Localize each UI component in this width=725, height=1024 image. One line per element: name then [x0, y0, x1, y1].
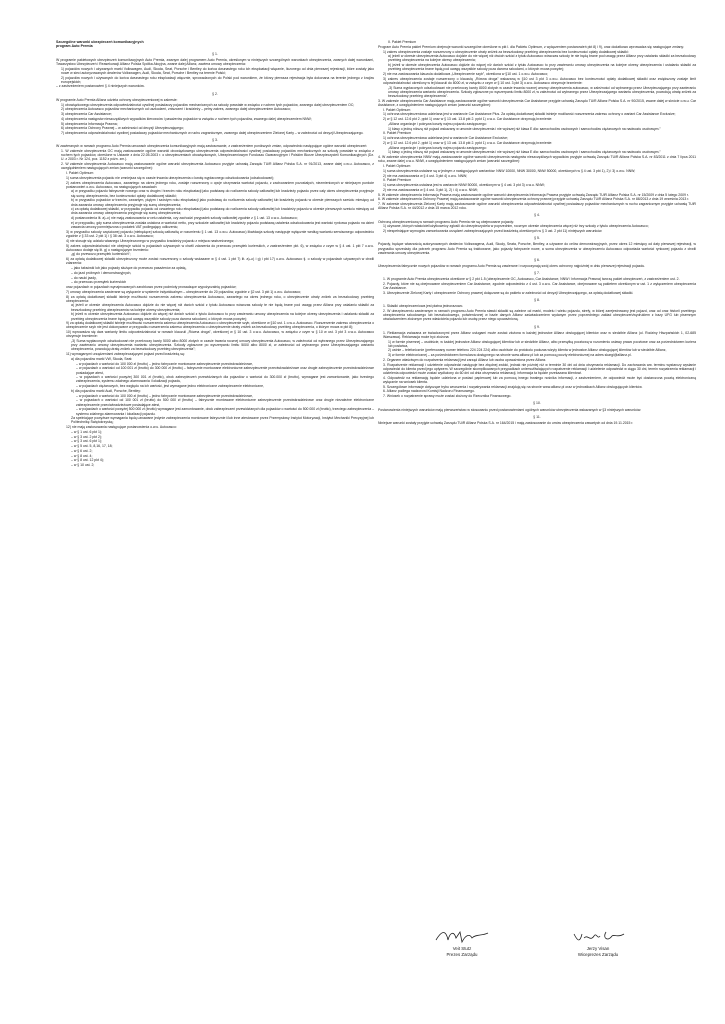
paragraph: 1) suma ubezpieczenia pojazdu nie zmniejsza się w czasie trwania ubezpieczenia o kwotę wypłaconego odszkodowania (odszkodowań);: [66, 175, 275, 180]
paragraph: 2) zakres ubezpieczenia Autocasco, zawartego na okres jednego roku, zostaje rozszerzony o opcje utrzymania wartości pojazdu, z zachowaniem pozostałych, niezmienionych w niniejszym punkcie postanowień o.w.u. Autocasco, na następujących zasadach:: [66, 180, 374, 189]
paragraph: 2) nie ma zastosowania w § 4 ust. 3 pkt 1), 2) i 4) o.w.u. NNW;: [383, 187, 478, 192]
paragraph: 2) nie ma zastosowania klauzula dodatkowa „Ubezpieczenie szyb”, określona w §10 ust. 1 o.w.u. Autocasco;: [383, 72, 549, 77]
paragraph: a) w przypadku pojazdu fabrycznie nowego oraz w drugim i trzecim roku eksploatacji jako podstawę do rozliczenia szkody całkowitej lub kradzieży pojazdu przez cały okres ubezpieczenia przyjmuje się sumę ubezpieczenia, bez konieczności opłaty dodatkowej składki;: [71, 189, 374, 198]
paragraph: 3. Rozpatrzenie reklamacji i udzielenie odpowiedzi następuje bez zbędnej zwłoki, jednak nie później niż w terminie 30 dni od dnia otrzymania reklamacji. Do zachowania ww. terminu wystarczy wysłanie odpowiedzi do klienta przed jego upływem. W szczególnie skomplikowanych przypadkach uniemożliwiających rozpatrzenie reklamacji i udzielenie odpowiedzi w ciągu 30 dni, termin rozpatrzenia reklamacji i udzielenia odpowiedzi może zostać wydłużony do 60 dni od dnia otrzymania reklamacji, informacja ta będzie przekazana klientowi.: [383, 362, 696, 376]
paragraph: a) jeżeli w okresie ubezpieczenia Autocasco dojdzie do nie więcej niż dwóch szkód z tytułu Autocasco wówczas szkody te nie będą brane pod uwagę przez Allianz przy ustalaniu składki za bezszkodowy przebieg ubezpieczenia na kolejne okresy ubezpieczenia;: [71, 303, 374, 312]
paragraph: 2) ustnie – telefonicznie (preferowany numer telefonu 224 224 224) albo osobiście do protokołu podczas wizyty klienta w jednostce Allianz obsługującej klientów lub w siedzibie Allianz,: [388, 348, 667, 353]
paragraph: 2. Organem właściwym do rozpatrzenia reklamacji jest zarząd Allianz lub osoba upoważniona przez Allianz.: [383, 357, 547, 362]
paragraph: 1) suma ubezpieczenia ustalane są w jednym z następujących wariantów: NNW 10000, NNW 30000, NNW 50000, określonych w § 4 ust. 3 pkt 1), 2) i 3) o.w.u. NNW;: [383, 168, 636, 173]
paragraph: 6. W zakresie ubezpieczenia Ochrony Prawnej mają zastosowanie ogólne warunki ubezpieczenia ochrony prawnej przyjęte uchwałą Zarządu TUiR Allianz Polska S.A. nr 88/2013 z dnia 19 września 2013 r.: [378, 197, 690, 202]
paragraph: 7) umowy ubezpieczenia zawierane są wyłącznie w systemie indywidualnym – ubezpieczenie do 20 pojazdów, zgodnie z §2 ust. 3 pkt 1) o.w.u. Autocasco;: [66, 289, 302, 294]
paragraph: 1) klasy o jedną niższą niż pojazd wskazany w umowie ubezpieczenia i nie wyższej niż klasa E dla: samochodów osobowych i samochodów ciężarowych na nadwoziu osobowym.”: [388, 126, 661, 131]
paragraph: 12) nie mają zastosowania następujące postanowienia o.w.u. Autocasco:: [66, 425, 177, 430]
paragraph: 7) ubezpieczenia odpowiedzialności cywilnej posiadaczy pojazdów mechanicznych w ruchu zagranicznym, zwanego dalej ubezpieczeniem Zielonej Karty – w zależności od decyzji Ubezpieczającego.: [61, 131, 364, 136]
left-column-body: [56, 52, 374, 468]
signature-role-vicepresident: Wiceprezes Zarządu: [577, 952, 619, 957]
section-heading: § 1.: [212, 51, 218, 56]
paragraph: Program Auto Premia pakiet Premium obejmuje warunki szczególne określone w pkt I. dla Pakietu Optimum, z wyłączeniem postanowień pkt 8) i 9), oraz dodatkowo wprowadza się następujące zmiany:: [378, 44, 685, 49]
paragraph: 5. Szczegółowe informacje dotyczące trybu wnoszenia i rozpatrywania reklamacji znajdują się na stronie www.allianz.pl oraz w jednostkach Allianz obsługujących klientów.: [383, 384, 643, 389]
paragraph: – w pojazdach o wartości do 100 000 zł (brutto) – jedno fabrycznie montowane zabezpieczenie przeciwkradzieżowe,: [76, 361, 253, 366]
paragraph: 3) zakres ubezpieczenia zostaje rozszerzony o klauzulę „Równa droga” wskazaną w §10 ust 3 pkt 3 o.w.u. Autocasco bez konieczności opłaty dodatkowej składki oraz zwiększony zostaje limit odpowiedzialności określony w tej klauzuli do 8000 zł, w związku z czym w § 10 ust. 3 pkt 3) o.w.u. Autocasco otrzymuje brzmienie:: [383, 76, 696, 85]
paragraph: Za spełniające powyższe wymagania będą uznawane jedynie zabezpieczenia montowane fabrycznie i/lub inne atestowane przez Przemysłowy Instytut Motoryzacji, Instytut Mechaniki Precyzyjnej lub Politechnikę Świętokrzyską;: [71, 416, 374, 425]
paragraph: 7. Wniosek o rozpatrzenie sprawy może zostać złożony do Rzecznika Finansowego.: [383, 394, 512, 399]
section-heading: § 10.: [533, 401, 541, 406]
paragraph: 1. W programie Auto Premia ubezpieczenia określone w § 2 pkt 1-5 (ubezpieczenie OC, Autocasco, Car Assistance, NNW i Informacja Prawna) tworzą pakiet ubezpieczeń, z zastrzeżeniem ust. 2.: [383, 277, 680, 282]
paragraph: II. Pakiet Premium: [383, 131, 412, 136]
paragraph: 1) w formie pisemnej – osobiście, w każdej jednostce Allianz obsługującej klientów lub w siedzibie Allianz, albo przesyłką pocztową w rozumieniu ustawy prawo pocztowe oraz za pośrednictwem kuriera lub posłańca,: [388, 339, 696, 348]
paragraph: – w § 8 ust. 4;: [71, 453, 93, 458]
paragraph: a) jeżeli w okresie ubezpieczenia Autocasco dojdzie do nie więcej niż dwóch szkód z tytułu Autocasco wówczas szkody te nie będą brane pod uwagę przez Allianz przy ustalaniu składki za bezszkodowy przebieg ubezpieczenia na kolejne okresy ubezpieczenia;: [388, 54, 696, 63]
paragraph: 4) ubezpieczenia następstw nieszczęśliwych wypadków kierowców i pasażerów pojazdów w związku z ruchem tych pojazdów, zwanego dalej ubezpieczeniem NNW;: [61, 116, 312, 121]
paragraph: 10) wprowadza się dwa warianty limitu odpowiedzialności w ramach klauzuli „Równa droga”, określonej w § 10 ust. 3 o.w.u. Autocasco, w związku z czym w § 10 w ust. 3 pkt 3 o.w.u. Autocasco otrzymuje brzmienie:: [66, 330, 374, 339]
paragraph: b) jeżeli w okresie ubezpieczenia Autocasco dojdzie do więcej niż dwóch szkód z tytułu Autocasco to przy zawieraniu umowy ubezpieczenia na kolejne okresy ubezpieczenia i ustalaniu składki za przebieg ubezpieczenia brane będą pod uwagę wszystkie szkody poza dwoma szkodami, o których mowa powyżej;: [388, 63, 696, 72]
paragraph: 1) obowiązkowego ubezpieczenia odpowiedzialności cywilnej posiadaczy pojazdów mechanicznych za szkody powstałe w związku z ruchem tych pojazdów, zwanego dalej ubezpieczeniem OC;: [61, 102, 355, 107]
paragraph: b) w przypadku pojazdów w trzecim, czwartym, piątym i szóstym roku eksploatacji jako podstawę do rozliczenia szkody całkowitej lub kradzieży pojazdu w okresie pierwszych sześciu miesięcy od dnia zawarcia umowy ubezpieczenia przyjmuje się sumę ubezpieczenia;: [71, 198, 374, 207]
paragraph: 6. Allianz podlega nadzorowi Komisji Nadzoru Finansowego.: [383, 389, 475, 394]
paragraph: 5) zakres odpowiedzialności nie obejmuje szkód w pojazdach używanych w chwili zdarzenia do przewozu przesyłek kurierskich, z zastrzeżeniem pkt. 6), w związku z czym w § 4 ust. 1 pkt 7 o.w.u. Autocasco dodaje się lit. g) o następującym brzmieniu:: [66, 243, 374, 252]
paragraph: I. Pakiet Optimum: [66, 171, 94, 176]
paragraph: 1) ochrona ubezpieczeniowa udzielana jest w wariancie Car Assistance Plus. Za opłatą dodatkowej składki istnieje możliwość rozszerzenia zakresu ochrony o wariant Car Assistance Exclusive;: [383, 112, 676, 117]
paragraph: a) dla pojazdów marki VW, Skoda, Seat:: [71, 356, 133, 361]
section-heading: § 6.: [534, 257, 540, 262]
paragraph: 3) w formie elektronicznej – za pośrednictwem formularza dostępnego na stronie www.allianz.pl lub za pomocą poczty elektronicznej na adres skargi@allianz.pl.: [388, 353, 632, 358]
paragraph: – do jazd próbnych i demonstracyjnych,: [71, 270, 132, 275]
signature-name-president: Veit Stutz: [452, 946, 472, 951]
paragraph: 1. Składki ubezpieczeniowa jest płatna jednorazowo.: [383, 304, 464, 309]
section-heading: § 4.: [534, 213, 540, 218]
paragraph: b) jeżeli w okresie ubezpieczenia Autocasco dojdzie do więcej niż dwóch szkód z tytułu Autocasco to przy zawieraniu umowy ubezpieczenia na kolejne okresy ubezpieczenia i ustalaniu składki za przebieg ubezpieczenia brane będą pod uwagę wszystkie szkody poza dwoma szkodami, o których mowa powyżej;: [71, 312, 374, 321]
signature-president-graphic: [432, 928, 492, 946]
paragraph: 2) nie ma zastosowania w § 4 ust. 3 pkt 4) o.w.u. NNW;: [383, 173, 468, 178]
paragraph: „3) Suma wypłaconych odszkodowań nie przekroczy kwoty 8000 złotych w czasie trwania rocznej umowy ubezpieczenia autocasco, w zależności od wybranego przez Ubezpieczającego przy zawieraniu umowy ubezpieczenia wariantu ubezpieczenia. Szkody zgłoszone po wyczerpaniu limitu 8000 zł, w zależności od wybranego przez Ubezpieczającego wariantu ubezpieczenia, powodują utratę zniżek za bezszkodowy przebieg ubezpieczenia”.: [388, 85, 696, 99]
paragraph: – w § 8 ust. 12 pkt 4);: [71, 458, 104, 463]
paragraph: I. Pakiet Optimum: [383, 107, 411, 112]
right-column: [378, 40, 696, 426]
paragraph: „g) do przewozu przesyłek kurierskich”;: [71, 252, 131, 257]
paragraph: II. Pakiet Premium: [388, 40, 417, 44]
paragraph: 1) pojazdów nowych i używanych marki Volkswagen, Audi, Skoda, Seat, Porsche i Bentley do końca dwunastego roku ich eksploatacji włącznie, liczonego od dnia pierwszej rejestracji, które zostały jako nowe w sieci autoryzowanych dealerów Volkswagen, Audi, Skoda, Seat, Porsche i Bentley na terenie Polski;: [61, 66, 374, 75]
paragraph: – w pojazdach ciężarowych, bez względu na ich wartość, jest wymagane jedno elektroniczne zabezpieczenie elektroniczne,: [76, 384, 265, 389]
paragraph: 1. Reklamacja zwiazana ze świadczonymi przez Allianz usługami może zostać złożona w każdej jednostce Allianz obsługującej klientów oraz w siedzibie Allianz (ul. Rodziny Hiszpańskich 1, 02-685 Warszawa). Reklamacja może być złożona:: [383, 330, 696, 339]
paragraph: 2) w § 12 ust. 12.6 pkt 2. ppkt 1) oraz w § 13 ust. 13.8 pkt 2. ppkt 1) o.w.u. Car Assistance otrzymują brzmienie:: [383, 117, 553, 122]
paragraph: – jako taksówki lub jako pojazdy służące do przewozu pasażerów za opłatą,: [71, 266, 187, 271]
paragraph: 2) pojazdów nowych i używanych do końca dwunastego roku eksploatacji włącznie, sprowadzonych do Polski pod warunkiem, że którzy pierwsza rejestracja była dokonana na terenie jednego z krajów europejskich;: [61, 75, 374, 84]
section-heading: § 9.: [534, 324, 540, 329]
signature-name-vicepresident: Jerzy Visan: [586, 946, 610, 951]
paragraph: 1) suma ubezpieczenia ustalana jest w wariancie NNW 50000, określonym w § 4 ust. 3 pkt 3) o.w.u. NNW;: [383, 183, 545, 188]
document-title: Szczególne warunki ubezpieczeń komunikacyjnych: [56, 40, 144, 44]
paragraph: I. Pakiet Optimum: [383, 164, 411, 169]
paragraph: b) dla pojazdów marki Audi, Porsche, Bentley:: [71, 388, 141, 393]
paragraph: „3) Suma wypłaconych odszkodowań nie przekroczy kwoty 5000 albo 8000 złotych w czasie trwania rocznej umowy ubezpieczenia Autocasco, w zależności od wybranego przez Ubezpieczającego przy zawieraniu umowy ubezpieczenia wariantu ubezpieczenia. Szkody zgłoszone po wyczerpaniu limitu 5000 albo 8000 zł, w zależności od wybranego przez Ubezpieczającego wariantu ubezpieczenia, powodują utratę zniżek za bezszkodowy przebieg ubezpieczenia”;: [71, 339, 374, 352]
paragraph: 8) za opłatą dodatkowej składki istnieje możliwość rozszerzenia zakresu ubezpieczenia Autocasco, zawartego na okres jednego roku, o ubezpieczenie utraty zniżek za bezszkodowy przebieg ubezpieczenia:: [66, 294, 374, 303]
paragraph: „Allianz organizuje i pokrywa koszty najmu pojazdu zastępczego:: [388, 145, 487, 150]
paragraph: d) postanowienia lit. a)–c) nie mają zastosowania w celu ustalenia, czy zachodzi przypadek szkody całkowitej zgodnie z § 1 ust. 13 o.w.u. Autocasco;: [71, 216, 298, 221]
paragraph: W programie Auto Premia Allianz udziela ochrony ubezpieczeniowej w zakresie:: [56, 97, 178, 102]
paragraph: W zawieranych w ramach programu Auto Premia umowach ubezpieczenia komunikacyjnych mają zastosowanie, z zastrzeżeniem poniższych zmian, odpowiednio następujące ogólne warunki ubezpieczeń:: [56, 144, 368, 149]
right-column-body: [378, 40, 696, 425]
paragraph: 5. W zakresie ubezpieczenia Informacja Prawna mają zastosowanie ogólne warunki ubezpieczenia Informacja Prawna przyjęte uchwałą Zarządu TUiR Allianz Polska S.A. nr 15/2009 z dnia 5 lutego 2009 r.: [378, 192, 689, 197]
signature-vicepresident-graphic: [568, 928, 628, 946]
paragraph: 3. Ubezpieczenie Zielonej Karty i ubezpieczenie Ochrony prawnej dołączane są do pakietu w zależności od decyzji Ubezpieczającego, za opłatą dodatkowej składki.: [383, 290, 634, 295]
paragraph: 2) w § 12 ust. 12.6 pkt 2. ppkt 1) oraz w § 13 ust. 13.8 pkt 2. ppkt 1) o.w.u. Car Assistance otrzymują brzmienie:: [383, 140, 553, 145]
signature-role-president: Prezes Zarządu: [446, 952, 478, 957]
paragraph: 9) za opłatą dodatkowej składki istnieje możliwość rozszerzenia zakresu ubezpieczenia Autocasco o ubezpieczenie szyb, określone w §10 ust. 1 o.w.u. Autocasco. Rozszerzenie zakresu ubezpieczenia o ubezpieczenie szyb nie jest dokonywane w przypadku rozszerzenia zakresu ubezpieczenia o ubezpieczenie utraty zniżek za bezszkodowy przebieg ubezpieczenia, o którym mowa w pkt 8);: [66, 321, 374, 330]
paragraph: 1) ochrona ubezpieczeniowa udzielana jest w wariancie Car Assistance Exclusive;: [383, 136, 508, 141]
section-heading: § 7.: [534, 271, 540, 276]
paragraph: W programie pakietowych ubezpieczeń komunikacyjnych Auto Premia, zwanym dalej programem Auto Premia, określonym w niniejszych szczególnych warunkach ubezpieczenia, zwanych dalej warunkami, Towarzystwo Ubezpieczeń i Reasekuracji Allianz Polska Spółka Akcyjna, zwane dalej Allianz, zawiera umowy ubezpieczenia:: [56, 57, 374, 66]
paragraph: – w § 10 ust. 2;: [71, 463, 95, 468]
paragraph: Niniejsze warunki zostały przyjęte uchwałą Zarządu TUiR Allianz Polska S.A. nr 164/2015 i mają zastosowanie do umów ubezpieczenia zawartych od dnia 19.11.2015 r.: [378, 420, 634, 425]
paragraph: 2. Pojazdy, które nie są obejmowane ubezpieczeniem Car Assistance, zgodnie odpowiednio z 4 ust. 3 o.w.u. Car Assistance, obejmowane są pakietem określonym w ust. 1 z wyłączeniem ubezpieczenia Car Assistance.: [383, 282, 696, 291]
section-heading: § 11.: [533, 414, 541, 419]
paragraph: – z zastrzeżeniem postanowień § 4 niniejszych warunków.: [56, 84, 145, 89]
left-column: [56, 40, 374, 468]
paragraph: e) w przypadku, gdy suma ubezpieczenia została ustalona w wartości netto, przy szkodzie całkowitej lub kradzieży pojazdu podstawą ustalenia odszkodowania jest wartość rynkowa pojazdu na dzień zawarcia umowy pomniejszona o podatek VAT podlegający odliczeniu;: [71, 220, 374, 230]
paragraph: – do przewozu przesyłek kurierskich: [71, 280, 127, 285]
paragraph: 2. W zakresie ubezpieczenia Autocasco mają zastosowanie ogólne warunki ubezpieczenia Autocasco przyjęte uchwałą Zarządu TUiR Allianz Polska S.A. nr 91/2013, zwane dalej o.w.u. Autocasco, z uwzględnieniem następujących zmian (warunki szczególne):: [61, 162, 374, 171]
section-heading: § 8.: [534, 298, 540, 303]
paragraph: Pojazdy, będące własnością autoryzowanych dealerów Volkswagena, Audi, Skody, Seata, Porsche, Bentley, a używane do celów demonstracyjnych, przez okres 12 miesięcy od daty pierwszej rejestracji, w przypadku sprzedaży dla potrzeb programu Auto Premia są traktowane, jako pojazdy fabrycznie nowe, a suma ubezpieczenia w ubezpieczeniu Autocasco odpowiada wartości rynkowej pojazdu z chwili zawierania umowy ubezpieczenia.: [378, 242, 696, 255]
paragraph: 5) ubezpieczenia Informacja Prawna;: [61, 121, 118, 126]
paragraph: 4. Odpowiedź na reklamację będzie udzielona w postaci papierowej lub za pomocą innego trwałego nośnika informacji, z zastrzeżeniem, że odpowiedź może być dostarczona pocztą elektroniczną wyłącznie na wniosek klienta.: [383, 375, 696, 384]
paragraph: 2. W ubezpieczeniu zawieranym w ramach programu Auto Premia stawki składki są zależne od marki, modelu i wieku pojazdu, strefy, w której zarejestrowany jest pojazd, oraz od oraz historii przebiegu ubezpieczenia szkodowego lub bezszkodowego, potwierdzonej w bazie danych Allianz zaświadczeniem wydanym przez poprzedniego zakład ubezpieczeń/wydrukiem z bazy UFG lub pisemnym oświadczeniem złożonym przez właściciela pojazdu lub osobę przez niego upoważnioną.: [383, 309, 696, 322]
paragraph: – w § 3 ust. 6 pkt 1);: [71, 439, 102, 444]
paragraph: – w pojazdach o wartości od 100 001 zł (brutto) do 500 000 zł (brutto) – fabrycznie montowane elektroniczne zabezpieczenie przeciwkradzieżowe oraz drugie niezależne elektroniczne zabezpieczenie przeciwkradzieżowe posiadające atest,: [76, 398, 374, 407]
paragraph: – w pojazdach o wartości powyżej 500 000 zł (brutto) wymagane jest zamontowanie, obok zabezpieczeń przewidzianych dla pojazdów o wartości do 500 000 zł (brutto), trzeciego zabezpieczenia – systemu zdalnego alarmowania i lokalizacji pojazdu.: [76, 407, 374, 416]
paragraph: 3) w przypadku szkody częściowej pojazdu (niebędącej szkodą całkowitą w rozumieniu § 1 ust. 13 o.w.u. Autocasco) likwidacja szkody następuje wyłącznie według wariantu serwisowego odpowiednio zgodnie z § 33 ust. 2 pkt 1) i § 38 ust. 3 o.w.u. Autocasco;: [66, 229, 374, 238]
paragraph: – w pojazdach o wartości powyżej 300 001 zł (brutto), obok zabezpieczeń przewidzianych dla pojazdów o wartości do 300.000 zł (brutto), wymagane jest zamontowanie, jako trzeciego zabezpieczenia, systemu zdalnego alarmowania i lokalizacji pojazdu,: [76, 375, 374, 384]
section-heading: § 3.: [212, 138, 218, 143]
paragraph: – w § 6 ust. 2;: [71, 448, 93, 453]
paragraph: – w § 5 ust. 5, 8,16, 17, 18;: [71, 444, 113, 449]
paragraph: 3. W zakresie ubezpieczenia Car Assistance mają zastosowanie ogólne warunki ubezpieczenia Car Assistance przyjęte uchwałą Zarządu TUiR Allianz Polska S.A. nr 90/2015, zwane dalej w skrócie o.w.u. Car Assistance, z uwzględnieniem następujących zmian (warunki szczególne):: [378, 98, 696, 107]
paragraph: „Allianz organizuje i pokrywa koszty najmu pojazdu zastępczego:: [388, 121, 487, 126]
paragraph: 1) klasy o jedną niższą niż pojazd wskazany w umowie ubezpieczenia i nie wyższej niż klasa E dla: samochodów osobowych i samochodów ciężarowych na nadwoziu osobowym.”: [388, 150, 661, 155]
paragraph: – w § 1 ust. 6 pkt 1);: [71, 429, 102, 434]
paragraph: 2) niespełniające wymogów zamontowania urządzeń zabezpieczających przed kradzieżą określonych w § 3 ust. 2 pkt 11) niniejszych warunków.: [383, 229, 603, 234]
document-subtitle: program Auto Premia: [56, 44, 93, 49]
paragraph: Postanowienia niniejszych warunków mają pierwszeństwo w stosowaniu przed postanowieniami ogólnych warunków ubezpieczenia wskazanych w §3 niniejszych warunków.: [378, 407, 642, 412]
section-heading: § 2.: [212, 91, 218, 96]
paragraph: c) za opłatą dodatkowej składki, w przypadku pojazdu od czwartego roku eksploatacji jako podstawę do rozliczenia szkody całkowitej lub kradzieży pojazdu w okresie pierwszych sześciu miesięcy od dnia zawarcia umowy ubezpieczenia przyjmuje się sumę ubezpieczenia;: [71, 207, 374, 216]
paragraph: 6) ubezpieczenia Ochrony Prawnej – w zależności od decyzji Ubezpieczającego;: [61, 126, 184, 131]
paragraph: Ubezpieczenia fabrycznie nowych pojazdów w ramach programu Auto Premia są zawierane i rozpoczynają swój okres ochronny najpóźniej w dniu pierwszej rejestracji pojazdu.: [378, 264, 646, 268]
paragraph: 6) za opłatą dodatkowej składki ubezpieczony może zostać rozszerzony o szkody wskazane w § 4 ust. 1 pkt 7) lit. a)–c) i g) i pkt 17) o.w.u. Autocasco tj. o szkody w pojazdach używanych w chwili zdarzenia:: [66, 257, 374, 266]
paragraph: 2) ubezpieczenia Autocasco pojazdów mechanicznych od uszkodzeń, zniszczeń i kradzieży – pełny zakres, zwanego dalej ubezpieczeniem Autocasco;: [61, 107, 291, 112]
paragraph: 4. W zakresie ubezpieczenia NNW mają zastosowanie ogólne warunki ubezpieczenia następstw nieszczęśliwych wypadków przyjęte uchwałą Zarządu TUiR Allianz Polska S.A. nr 83/2011 z dnia 7 lipca 2011 roku, zwane dalej o.w.u. NNW, z uwzględnieniem następujących zmian (warunki szczególne):: [378, 155, 696, 164]
paragraph: 1. W zakresie ubezpieczenia OC mają zastosowanie ogólne warunki obowiązkowego ubezpieczenia odpowiedzialności cywilnej posiadaczy pojazdów mechanicznych za szkody powstałe w związku z ruchem tych pojazdów, określone w Ustawie z dnia 22.05.2003 r. o ubezpieczeniach obowiązkowych, Ubezpieczeniowym Funduszu Gwarancyjnym i Polskim Biurze Ubezpieczycieli Komunikacyjnych (Dz. U. z 2003 r. Nr 124, poz. 1152 z późn. zm.).: [61, 149, 374, 162]
paragraph: – do nauki jazdy,: [71, 275, 97, 280]
paragraph: – w § 3 ust. 2 pkt 2);: [71, 434, 102, 439]
section-heading: § 5.: [534, 236, 540, 241]
paragraph: 1) używane, których właściciel/użytkownicy zgłosili do ubezpieczyciela w poprzednim, rocznym okresie ubezpieczenia więcej niż trzy szkody z tytułu ubezpieczenia Autocasco;: [383, 224, 649, 229]
paragraph: 7. W zakresie ubezpieczenia Zielonej Karty mają zastosowanie ogólne warunki ubezpieczenia odpowiedzialności cywilnej posiadaczy pojazdów mechanicznych w ruchu zagranicznym przyjęte uchwałą TUiR Allianz Polska S.A. nr 44/2012 z dnia 15 marca 2012 roku.: [378, 202, 696, 211]
paragraph: 11) wymaganymi urządzeniami zabezpieczającymi pojazd przed kradzieżą są:: [66, 352, 185, 357]
signature-block-president: [402, 928, 522, 958]
paragraph: II. Pakiet Premium: [383, 178, 412, 183]
paragraph: – w pojazdach o wartości od 100 001 zł (brutto) do 300 000 zł (brutto) – fabrycznie montowane elektroniczne zabezpieczenie przeciwkradzieżowe oraz drugie zabezpieczenie przeciwkradzieżowe posiadające atest,: [76, 366, 374, 375]
paragraph: Ochroną ubezpieczeniową w ramach programu Auto Premia nie są obejmowane pojazdy:: [378, 219, 515, 224]
signature-block-vicepresident: [538, 928, 658, 958]
paragraph: 4) nie stosuje się udziału własnego Ubezpieczonego w przypadku kradzieży pojazdu z miejsca nastrzeżonego;: [66, 238, 235, 243]
paragraph: – w pojazdach o wartości do 100 000 zł (brutto) – jedno fabrycznie montowane zabezpieczenie przeciwkradzieżowe,: [76, 393, 253, 398]
paragraph: oraz pojazdach w pojazdach wynajmowanych zarobkowo przez podmioty prowadzące wypożyczalnię pojazdów;: [66, 285, 237, 290]
paragraph: 3) ubezpieczenia Car Assistance;: [61, 112, 112, 117]
paragraph: 1) zakres ubezpieczenia zostaje rozszerzony o ubezpieczenie utraty zniżek za bezszkodowy przebieg ubezpieczenia bez konieczności opłaty dodatkowej składki:: [383, 49, 629, 54]
